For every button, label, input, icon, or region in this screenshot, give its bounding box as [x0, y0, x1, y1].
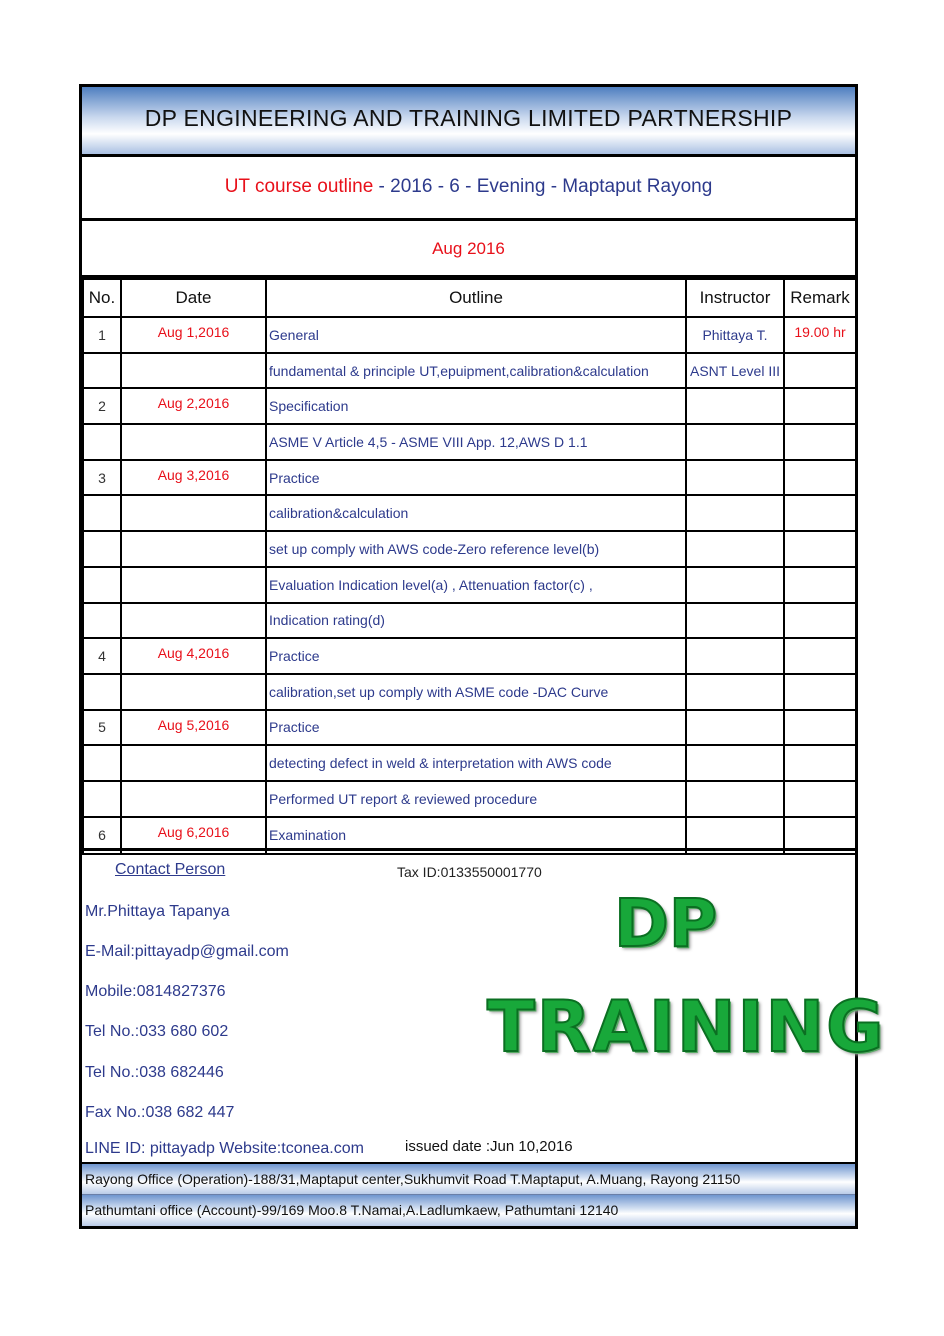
- row-no: [83, 745, 121, 781]
- contact-tel-2: Tel No.:038 682446: [85, 1064, 224, 1081]
- row-remark: [784, 460, 856, 496]
- table-row: [83, 638, 856, 674]
- row-outline: set up comply with AWS code-Zero reference level(b): [266, 531, 686, 567]
- row-no: [83, 674, 121, 710]
- row-remark: [784, 638, 856, 674]
- row-outline: Performed UT report & reviewed procedure: [266, 781, 686, 817]
- row-remark: [784, 674, 856, 710]
- row-remark: [784, 567, 856, 603]
- schedule-body: [83, 317, 856, 854]
- row-remark: [784, 424, 856, 460]
- table-row: [83, 710, 856, 746]
- row-remark: [784, 603, 856, 639]
- table-row: [83, 353, 856, 389]
- row-no: [83, 781, 121, 817]
- header-date: Date: [121, 279, 266, 317]
- row-instructor: [686, 388, 784, 424]
- row-remark: [784, 710, 856, 746]
- row-outline: ASME V Article 4,5 - ASME VIII App. 12,AWS D 1.1: [266, 424, 686, 460]
- row-instructor: [686, 531, 784, 567]
- row-instructor: [686, 745, 784, 781]
- row-outline: Practice: [266, 460, 686, 496]
- table-row: [83, 317, 856, 353]
- contact-fax: Fax No.:038 682 447: [85, 1104, 235, 1121]
- row-date: [121, 495, 266, 531]
- row-outline: Practice: [266, 638, 686, 674]
- row-outline: calibration&calculation: [266, 495, 686, 531]
- row-outline: detecting defect in weld & interpretation with AWS code: [266, 745, 686, 781]
- row-date: Aug 1,2016: [121, 317, 266, 353]
- row-outline: General: [266, 317, 686, 353]
- contact-tel-1: Tel No.:033 680 602: [85, 1023, 229, 1040]
- course-detail: - 2016 - 6 - Evening - Maptaput Rayong: [373, 176, 713, 197]
- training-logo-text: TRAINING: [487, 986, 886, 1068]
- issued-date: issued date :Jun 10,2016: [405, 1138, 573, 1155]
- table-header-row: [83, 279, 856, 317]
- table-row: [83, 674, 856, 710]
- table-row: [83, 567, 856, 603]
- table-row: [83, 495, 856, 531]
- contact-name: Mr.Phittaya Tapanya: [85, 903, 230, 920]
- row-date: Aug 5,2016: [121, 710, 266, 746]
- row-no: [83, 495, 121, 531]
- company-title: DP ENGINEERING AND TRAINING LIMITED PARTNERSHIP: [144, 105, 793, 131]
- row-no: 6: [83, 817, 121, 854]
- row-no: 4: [83, 638, 121, 674]
- table-row: [83, 424, 856, 460]
- course-subtitle-band: [82, 157, 855, 221]
- row-instructor: [686, 495, 784, 531]
- contact-email: E-Mail:pittayadp@gmail.com: [85, 943, 289, 960]
- course-month: Aug 2016: [432, 239, 505, 258]
- schedule-table-wrap: [82, 278, 855, 848]
- row-outline: Indication rating(d): [266, 603, 686, 639]
- table-row: [83, 531, 856, 567]
- row-no: [83, 567, 121, 603]
- row-date: [121, 674, 266, 710]
- dp-logo-text: DP: [614, 885, 718, 962]
- row-date: [121, 781, 266, 817]
- row-date: Aug 3,2016: [121, 460, 266, 496]
- row-instructor: [686, 710, 784, 746]
- row-instructor: Phittaya T.: [686, 317, 784, 353]
- row-instructor: ASNT Level III: [686, 353, 784, 389]
- row-date: [121, 567, 266, 603]
- month-band: [82, 221, 855, 278]
- row-remark: [784, 781, 856, 817]
- row-instructor: [686, 603, 784, 639]
- row-no: [83, 531, 121, 567]
- row-instructor: [686, 781, 784, 817]
- row-no: [83, 603, 121, 639]
- table-row: [83, 781, 856, 817]
- row-remark: [784, 531, 856, 567]
- schedule-table: [82, 278, 857, 855]
- tax-id: Tax ID:0133550001770: [397, 864, 542, 880]
- table-row: [83, 460, 856, 496]
- row-remark: [784, 745, 856, 781]
- row-outline: Evaluation Indication level(a) , Attenuation factor(c) ,: [266, 567, 686, 603]
- row-instructor: [686, 674, 784, 710]
- header-remark: Remark: [784, 279, 856, 317]
- row-outline: Practice: [266, 710, 686, 746]
- row-instructor: [686, 460, 784, 496]
- row-remark: [784, 353, 856, 389]
- row-date: [121, 745, 266, 781]
- table-row: [83, 745, 856, 781]
- contact-line-website: LINE ID: pittayadp Website:tconea.com: [85, 1140, 364, 1157]
- row-no: 5: [83, 710, 121, 746]
- header-outline: Outline: [266, 279, 686, 317]
- row-date: [121, 603, 266, 639]
- course-subtitle: [82, 176, 855, 198]
- row-outline: calibration,set up comply with ASME code -DAC Curve: [266, 674, 686, 710]
- row-no: [83, 353, 121, 389]
- row-instructor: [686, 424, 784, 460]
- course-outline-sheet: [79, 84, 886, 1229]
- row-date: [121, 424, 266, 460]
- row-no: [83, 424, 121, 460]
- row-date: [121, 531, 266, 567]
- rayong-office-address: Rayong Office (Operation)-188/31,Maptaput center,Sukhumvit Road T.Maptaput, A.Muang, Rayong 21150: [82, 1162, 855, 1194]
- table-row: [83, 603, 856, 639]
- row-no: 2: [83, 388, 121, 424]
- contact-person-title: Contact Person: [115, 861, 226, 878]
- row-no: 3: [83, 460, 121, 496]
- row-outline: fundamental & principle UT,epuipment,calibration&calculation: [266, 353, 686, 389]
- table-row: [83, 388, 856, 424]
- contact-section: [82, 848, 886, 1162]
- header-no: No.: [83, 279, 121, 317]
- row-date: [121, 353, 266, 389]
- row-remark: [784, 388, 856, 424]
- company-header: [82, 87, 855, 157]
- row-no: 1: [83, 317, 121, 353]
- row-instructor: [686, 638, 784, 674]
- row-date: Aug 6,2016: [121, 817, 266, 854]
- row-date: Aug 2,2016: [121, 388, 266, 424]
- row-outline: Specification: [266, 388, 686, 424]
- header-instructor: Instructor: [686, 279, 784, 317]
- row-remark: 19.00 hr: [784, 317, 856, 353]
- row-instructor: [686, 567, 784, 603]
- course-name: UT course outline: [224, 176, 374, 197]
- row-remark: [784, 495, 856, 531]
- row-date: Aug 4,2016: [121, 638, 266, 674]
- pathumtani-office-address: Pathumtani office (Account)-99/169 Moo.8 T.Namai,A.Ladlumkaew, Pathumtani 12140: [82, 1194, 855, 1226]
- row-outline: Examination: [266, 817, 686, 854]
- contact-mobile: Mobile:0814827376: [85, 983, 226, 1000]
